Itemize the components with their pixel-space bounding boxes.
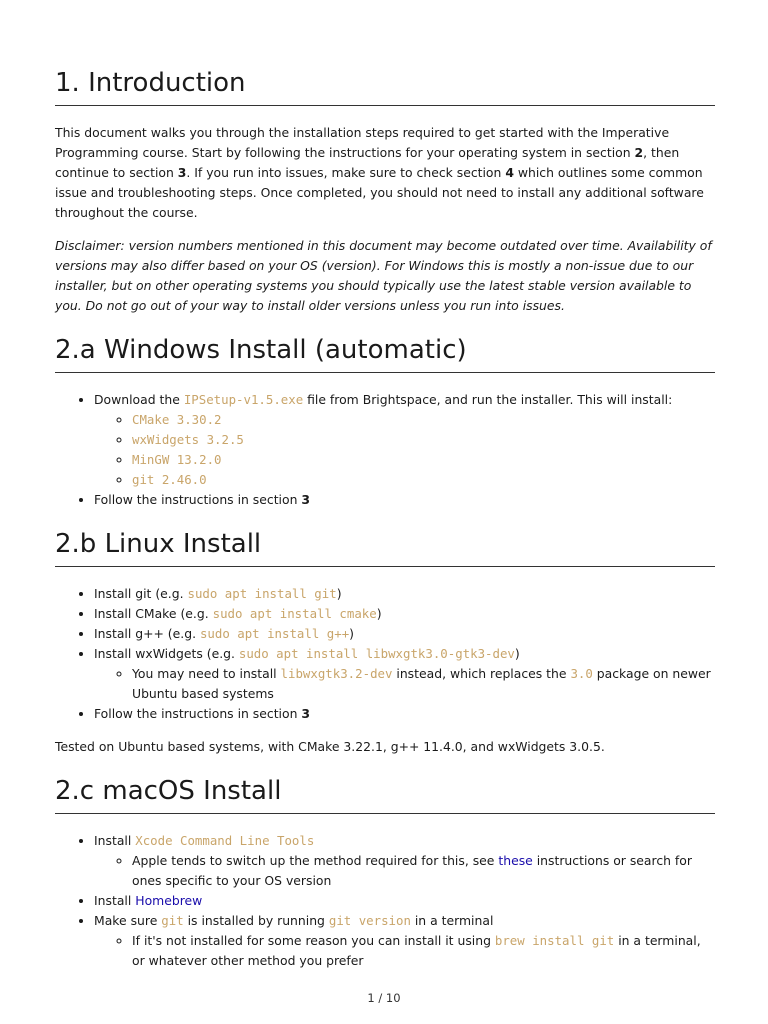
text: Install git (e.g. [94, 586, 188, 601]
section-title-macos: 2.c macOS Install [55, 770, 715, 814]
text: . If you run into issues, make sure to check section [186, 165, 506, 180]
list-item [94, 831, 715, 891]
list-item [94, 490, 715, 510]
section-ref: 3 [301, 706, 310, 721]
section-ref: 2 [634, 145, 644, 160]
text: in a terminal, or whatever other method you prefer [132, 933, 701, 968]
list-item [132, 470, 715, 490]
inline-code: sudo apt install cmake [212, 606, 377, 621]
text: This document walks you through the installation steps required to get started with the Imperative Programming course. Start by following the instructions for your operating system in section [55, 125, 670, 160]
tested-paragraph: Tested on Ubuntu based systems, with CMake 3.22.1, g++ 11.4.0, and wxWidgets 3.0.5. [55, 739, 605, 754]
section-title-windows: 2.a Windows Install (automatic) [55, 329, 715, 373]
git-notes-list [94, 931, 715, 971]
page-number: 1 / 10 [367, 991, 401, 1005]
linux-steps-list [55, 584, 715, 724]
inline-code: sudo apt install libwxgtk3.0-gtk3-dev [238, 646, 515, 661]
inline-code: sudo apt install g++ [199, 626, 350, 641]
intro-paragraph [55, 123, 715, 223]
these-instructions-link[interactable]: these [498, 853, 533, 868]
text: ) [376, 606, 382, 621]
inline-code: wxWidgets 3.2.5 [132, 432, 244, 447]
windows-components-list [94, 410, 715, 490]
text: If it's not installed for some reason you can install it using [132, 933, 495, 948]
list-item [132, 851, 715, 891]
text: ) [514, 646, 520, 661]
list-item [94, 390, 715, 490]
document-content [55, 62, 715, 984]
inline-code: brew install git [494, 933, 615, 948]
list-item [94, 624, 715, 644]
text: file from Brightspace, and run the installer. This will install: [303, 392, 673, 407]
inline-code: git 2.46.0 [132, 472, 207, 487]
list-item [132, 450, 715, 470]
section-title-linux: 2.b Linux Install [55, 523, 715, 567]
disclaimer-text: Disclaimer: version numbers mentioned in this document may become outdated over time. Availability of versions may also differ based on your OS (version). For Windows this is mostly a non-issue due to our installer, but on other operating systems you should typically use the latest stable version available to you. Do not go out of your way to install older versions unless you run into issues. [55, 238, 712, 313]
text: in a terminal [410, 913, 494, 928]
text: instructions or search for ones specific to your OS version [132, 853, 692, 888]
text: You may need to install [132, 666, 281, 681]
text: Download the [94, 392, 184, 407]
text: instead, which replaces the [392, 666, 571, 681]
section-ref: 3 [301, 492, 310, 507]
text: Install CMake (e.g. [94, 606, 213, 621]
inline-code: sudo apt install git [187, 586, 337, 601]
inline-code: git version [328, 913, 411, 928]
text: ) [349, 626, 354, 641]
list-item [94, 644, 715, 704]
macos-steps-list [55, 831, 715, 971]
list-item [132, 931, 715, 971]
wxwidgets-notes-list [94, 664, 715, 704]
disclaimer-paragraph [55, 236, 715, 316]
text: ) [336, 586, 342, 601]
text: Install g++ (e.g. [94, 626, 200, 641]
list-item [94, 704, 715, 724]
windows-steps-list [55, 390, 715, 510]
list-item [94, 911, 715, 971]
text: package on newer Ubuntu based systems [132, 666, 711, 701]
list-item [94, 891, 715, 911]
text: Apple tends to switch up the method required for this, see [132, 853, 499, 868]
inline-code: IPSetup-v1.5.exe [183, 392, 304, 407]
text: Install wxWidgets (e.g. [94, 646, 239, 661]
text: is installed by running [183, 913, 329, 928]
inline-code: Xcode Command Line Tools [135, 833, 315, 848]
list-item [94, 584, 715, 604]
section-ref: 3 [177, 165, 187, 180]
list-item [132, 430, 715, 450]
text: Make sure [94, 913, 162, 928]
inline-code: git [161, 913, 184, 928]
text: which outlines some common issue and troubleshooting steps. Once completed, you should not need to install any additional software throughout the course. [55, 165, 704, 220]
list-item [132, 410, 715, 430]
text: Install [94, 833, 136, 848]
homebrew-link[interactable]: Homebrew [135, 893, 203, 908]
text: Install [94, 893, 136, 908]
list-item [132, 664, 715, 704]
xcode-notes-list [94, 851, 715, 891]
section-ref: 4 [505, 165, 514, 180]
inline-code: 3.0 [570, 666, 593, 681]
text: Follow the instructions in section [94, 492, 302, 507]
list-item [94, 604, 715, 624]
text: , then continue to section [55, 145, 680, 180]
section-title-introduction: 1. Introduction [55, 62, 715, 106]
inline-code: libwxgtk3.2-dev [280, 666, 393, 681]
inline-code: MinGW 13.2.0 [132, 452, 222, 467]
text: Follow the instructions in section [94, 706, 302, 721]
inline-code: CMake 3.30.2 [132, 412, 222, 427]
